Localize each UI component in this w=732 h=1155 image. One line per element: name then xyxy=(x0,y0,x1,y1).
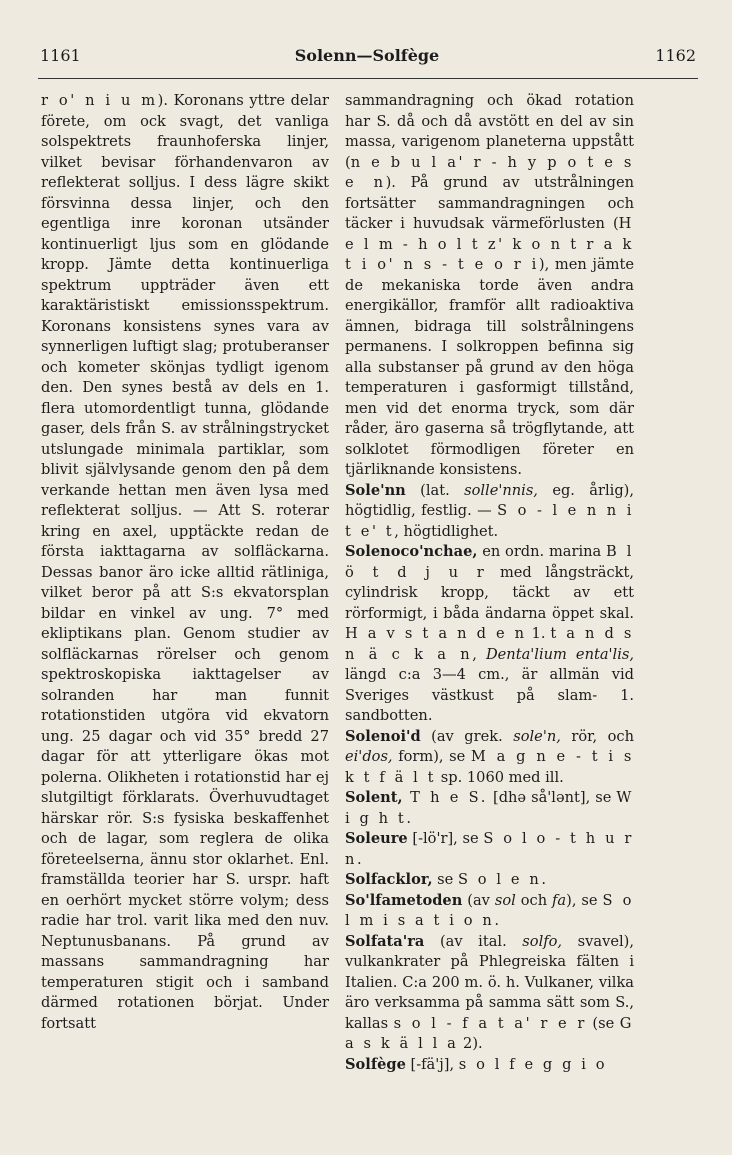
entry-solfametoden xyxy=(345,891,634,932)
entry-headword: Solfacklor, xyxy=(345,871,433,888)
spaced-term: G a s k ä l l a xyxy=(345,1014,634,1052)
entry-text: . xyxy=(541,871,547,888)
entry-latin-name: Denta'lium enta'lis, xyxy=(485,645,635,663)
entry-text: [-fä'j], xyxy=(405,1055,459,1073)
entry-etymology: fa xyxy=(552,891,567,909)
entry-solfege xyxy=(345,1055,634,1076)
entry-solenoid xyxy=(345,727,634,789)
spaced-term: H a v s t a n d e n xyxy=(345,625,527,642)
spaced-term: T h e S. xyxy=(402,789,488,806)
spaced-term: S o l m i s a t i o n xyxy=(345,891,634,929)
entry-text: med långsträckt, cylindrisk kropp, täckt av ett rörformigt, i båda ändarna öppet skal. xyxy=(345,563,635,622)
spaced-term: s o l - f a t a' r e r xyxy=(393,1014,587,1032)
entry-headword: Solfège xyxy=(345,1055,406,1073)
entry-headword: Sole'nn xyxy=(345,481,406,499)
entry-etymology: solfo, xyxy=(522,932,563,950)
entry-text: en ordn. marina xyxy=(477,543,607,560)
spaced-term: r o' n i u m xyxy=(41,92,158,109)
entry-text: . xyxy=(357,850,362,868)
entry-headword: So'lfametoden xyxy=(345,891,463,909)
entry-headword: Solenoi'd xyxy=(345,727,421,745)
entry-headword: Solenoco'nchae, xyxy=(345,543,478,560)
spaced-term: M a g n e - t i s k t f ä l t xyxy=(345,748,634,786)
entry-text: form), se xyxy=(392,748,471,765)
paragraph-text: ). Koronans yttre delar förete, om ock svagt, det vanliga solspektrets fraunhoferska linjer, vilket bevisar förhandenvaron av reflekterat solljus. I dess lägre skikt försvinna dessa linjer, och den egentliga inre koronan utsänder kontinuerligt ljus som en glödande kropp. Jämte detta kontinuerliga spektrum uppträder även ett karaktäristiskt emissionsspektrum. Koronans konsistens synes vara av synnerligen luftigt slag; protuberanser och kometer skönjas tydligt igenom den. Den synes bestå av dels en 1. flera utomordentligt tunna, glödande gaser, dels från S. av strålningstrycket utslungade minimala partiklar, som blivit självlysande genom den på dem verkande hettan men även lysa med reflekterat solljus. — Att S. roterar kring en axel, upptäckte redan de första iakttagarna av solfläckarna. Dessas banor äro icke alltid rätliniga, vilket beror på att S:s ekvatorsplan bildar en vinkel av ung. 7° med ekliptikans plan. Genom studier av solfläckarnas rörelser och genom spektroskopiska iakttagelser av solranden har man funnit rotationstiden utgöra vid ekvatorn ung. 25 dagar och vid 35° bredd 27 dagar för att ytterligare ökas mot polerna. Olikheten i rotationstid har ej slutgiltigt förklarats. Överhuvudtaget härskar rör. S:s fysiska beskaffenhet och de lagar, som reglera de olika företeelserna, ännu stor oklarhet. Enl. framställda teorier har S. urspr. haft en oerhört mycket större volym; dess radie har trol. varit lika med den nuv. Neptunusbanans. På grund av massans sammandragning har temperaturen stigit och i samband därmed rotationen börjat. Under fortsatt xyxy=(41,92,329,1032)
entry-headword: Solent, xyxy=(345,789,403,806)
spaced-term: S o l o - t h u r n xyxy=(345,830,634,868)
spaced-term: W i g h t xyxy=(345,789,635,827)
paragraph-text: sammandragning och ökad rotation har S. då och då avstött en del av sin massa, varigenom planeterna uppstått ( xyxy=(345,92,634,171)
entry-etymology: sole'n, xyxy=(513,727,561,745)
entry-text: sp. 1060 med ill. xyxy=(436,768,564,786)
spaced-term: s o l f e g g i o xyxy=(458,1055,608,1073)
paragraph-text: ), men jämte de mekaniska torde även andra energikällor, framför allt radioaktiva ämnen, bidraga till solstrålningens permanens. I solkroppen befinna sig alla substanser på grund av den höga temperaturen i gasformigt tillstånd, men vid det enorma tryck, som där råder, äro gaserna så trögflytande, att solklotet förmodligen företer en tjärliknande konsistens. xyxy=(345,256,635,478)
entry-solfacklor xyxy=(345,870,634,891)
entry-etymology: ei'dos, xyxy=(345,748,393,765)
page-number-right: 1162 xyxy=(655,46,696,65)
paragraph-korona xyxy=(41,91,329,1034)
entry-text: (lat. xyxy=(405,481,465,499)
entry-text: , högtidlighet. xyxy=(394,522,499,540)
entry-text: rör, och xyxy=(560,727,634,745)
spaced-term: B l ö t d j u r xyxy=(345,543,634,581)
entry-etymology: sol xyxy=(494,891,516,909)
entry-text: och xyxy=(515,891,553,909)
spaced-term: n e b u l a' r - h y p o t e s e n xyxy=(345,153,634,191)
entry-solfatara xyxy=(345,932,634,1055)
paragraph-text: ). På grund av utstrålningen fortsätter sammandragningen och täcker i huvudsak värmeförlusten ( xyxy=(345,174,634,232)
entry-text: (av grek. xyxy=(420,727,514,745)
entry-text: eg. årlig), högtidlig, festlig. — xyxy=(345,481,634,519)
spaced-term: H e l m - h o l t z' k o n t r a k t i o' n s - t e o r i xyxy=(345,215,634,273)
right-column xyxy=(345,91,634,1075)
paragraph-solteori xyxy=(345,91,634,481)
entry-solenoconchae xyxy=(345,542,634,727)
entry-solent xyxy=(345,788,634,829)
entry-text: [dhə så'lənt], se xyxy=(487,789,617,806)
spaced-term: S o - l e n n i t e' t xyxy=(345,502,635,540)
entry-text: svavel), vulkankrater på Phlegreiska fälten i Italien. C:a 200 m. ö. h. Vulkaner, vilka äro verksamma på samma sätt som S., kallas xyxy=(345,932,634,1032)
entry-etymology: solle'nnis, xyxy=(464,481,538,499)
entry-headword: Soleure xyxy=(345,830,408,847)
entry-text: se xyxy=(432,871,458,888)
entry-soleure xyxy=(345,829,634,870)
page-number-left: 1161 xyxy=(40,46,81,65)
entry-headword: Solfata'ra xyxy=(345,932,425,950)
running-title: Solenn—Solfège xyxy=(294,46,440,65)
entry-text: 1. xyxy=(526,625,551,642)
entry-solenn xyxy=(345,481,634,543)
entry-text: , xyxy=(472,645,486,663)
header-rule xyxy=(38,78,698,79)
entry-text: (se xyxy=(586,1014,620,1032)
spaced-term: t a n d s n ä c k a n xyxy=(345,625,634,663)
entry-text: längd c:a 3—4 cm., är allmän vid Sveriges västkust på slam- 1. sandbotten. xyxy=(345,666,634,724)
entry-text: (av ital. xyxy=(424,932,523,950)
page-header xyxy=(38,46,696,72)
entry-text: 2). xyxy=(458,1035,483,1052)
entry-text: (av xyxy=(462,891,495,909)
entry-text: ), se xyxy=(566,891,603,909)
spaced-term: S o l e n xyxy=(457,871,542,888)
entry-text: . xyxy=(406,809,412,827)
left-column xyxy=(41,91,329,1034)
entry-text: [-lö'r], se xyxy=(407,830,484,847)
entry-text: . xyxy=(494,912,500,929)
